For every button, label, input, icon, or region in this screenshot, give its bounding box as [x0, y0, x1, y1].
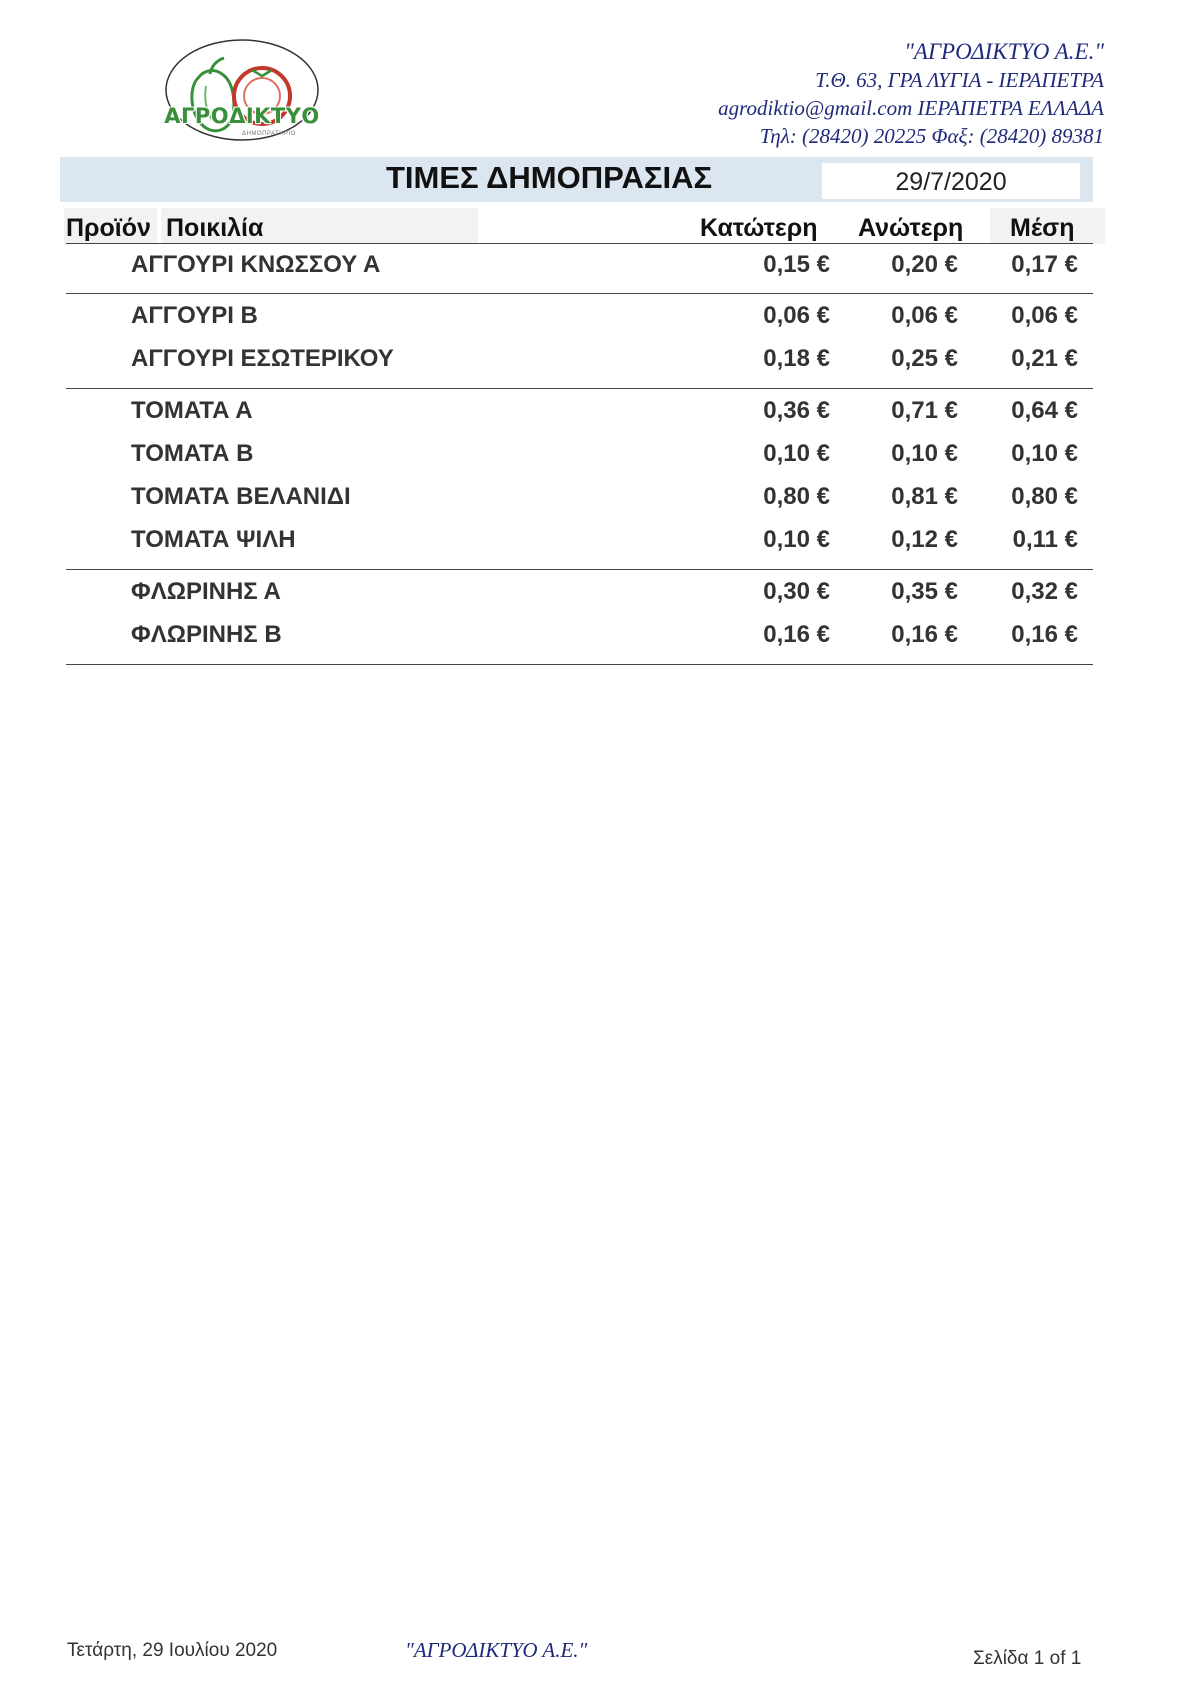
row-high: 0,71 € — [891, 397, 958, 424]
row-name: ΑΓΓΟΥΡΙ ΕΣΩΤΕΡΙΚΟΥ — [131, 345, 394, 372]
group-divider — [66, 388, 1093, 389]
footer-company: "ΑΓΡΟΔΙΚΤΥΟ Α.Ε." — [405, 1638, 588, 1662]
row-high: 0,06 € — [891, 302, 958, 329]
row-high: 0,10 € — [891, 440, 958, 467]
row-name: ΤΟΜΑΤΑ Α — [131, 397, 253, 424]
row-avg: 0,64 € — [1011, 397, 1078, 424]
row-avg: 0,21 € — [1011, 345, 1078, 372]
table-row — [0, 477, 1200, 517]
company-address: Τ.Θ. 63, ΓΡΑ ΛΥΓΙΑ - ΙΕΡΑΠΕΤΡΑ — [815, 68, 1104, 92]
column-header-product: Προϊόν — [66, 214, 151, 242]
group-divider — [66, 293, 1093, 294]
row-name: ΦΛΩΡΙΝΗΣ Β — [131, 621, 282, 648]
table-row — [0, 615, 1200, 655]
row-low: 0,80 € — [763, 483, 830, 510]
row-low: 0,15 € — [763, 251, 830, 278]
company-logo — [158, 38, 326, 150]
row-avg: 0,80 € — [1011, 483, 1078, 510]
auction-date: 29/7/2020 — [822, 163, 1080, 199]
row-high: 0,25 € — [891, 345, 958, 372]
row-low: 0,10 € — [763, 440, 830, 467]
row-low: 0,18 € — [763, 345, 830, 372]
row-high: 0,81 € — [891, 483, 958, 510]
company-phone: Τηλ: (28420) 20225 Φαξ: (28420) 89381 — [759, 124, 1104, 148]
row-avg: 0,32 € — [1011, 578, 1078, 605]
row-low: 0,36 € — [763, 397, 830, 424]
logo-brand: ΑΓΡΟΔΙΚΤΥΟ — [164, 104, 320, 128]
row-low: 0,06 € — [763, 302, 830, 329]
row-low: 0,30 € — [763, 578, 830, 605]
table-row — [0, 434, 1200, 474]
table-row — [0, 245, 1200, 285]
table-row — [0, 339, 1200, 379]
page-title: ΤΙΜΕΣ ΔΗΜΟΠΡΑΣΙΑΣ — [386, 160, 713, 195]
row-name: ΦΛΩΡΙΝΗΣ Α — [131, 578, 281, 605]
logo-subtitle: ΔΗΜΟΠΡΑΤΗΡΙΟ — [242, 131, 296, 137]
table-row — [0, 391, 1200, 431]
column-header-high: Ανώτερη — [858, 214, 964, 242]
row-low: 0,10 € — [763, 526, 830, 553]
table-row — [0, 572, 1200, 612]
company-email: agrodiktio@gmail.com ΙΕΡΑΠΕΤΡΑ ΕΛΛΑΔΑ — [718, 96, 1104, 120]
row-high: 0,16 € — [891, 621, 958, 648]
row-high: 0,35 € — [891, 578, 958, 605]
row-name: ΑΓΓΟΥΡΙ Β — [131, 302, 258, 329]
column-header-avg: Μέση — [1010, 214, 1075, 242]
table-bottom-rule — [66, 664, 1093, 665]
footer-date: Τετάρτη, 29 Ιουλίου 2020 — [67, 1640, 278, 1661]
row-avg: 0,06 € — [1011, 302, 1078, 329]
row-high: 0,12 € — [891, 526, 958, 553]
row-avg: 0,11 € — [1012, 526, 1078, 553]
row-avg: 0,17 € — [1011, 251, 1078, 278]
group-divider — [66, 569, 1093, 570]
row-avg: 0,16 € — [1011, 621, 1078, 648]
footer-page-number: Σελίδα 1 of 1 — [973, 1648, 1082, 1669]
row-name: ΤΟΜΑΤΑ ΨΙΛΗ — [131, 526, 296, 553]
row-name: ΤΟΜΑΤΑ ΒΕΛΑΝΙΔΙ — [131, 483, 351, 510]
row-avg: 0,10 € — [1011, 440, 1078, 467]
row-name: ΑΓΓΟΥΡΙ ΚΝΩΣΣΟΥ Α — [131, 251, 381, 278]
table-row — [0, 520, 1200, 560]
row-high: 0,20 € — [891, 251, 958, 278]
column-header-variety: Ποικιλία — [166, 214, 264, 242]
column-header-low: Κατώτερη — [700, 214, 818, 242]
row-low: 0,16 € — [763, 621, 830, 648]
row-name: ΤΟΜΑΤΑ Β — [131, 440, 254, 467]
table-row — [0, 296, 1200, 336]
company-header — [718, 38, 1104, 150]
header-rule — [66, 243, 1093, 244]
company-name: "ΑΓΡΟΔΙΚΤΥΟ Α.Ε." — [904, 39, 1104, 64]
